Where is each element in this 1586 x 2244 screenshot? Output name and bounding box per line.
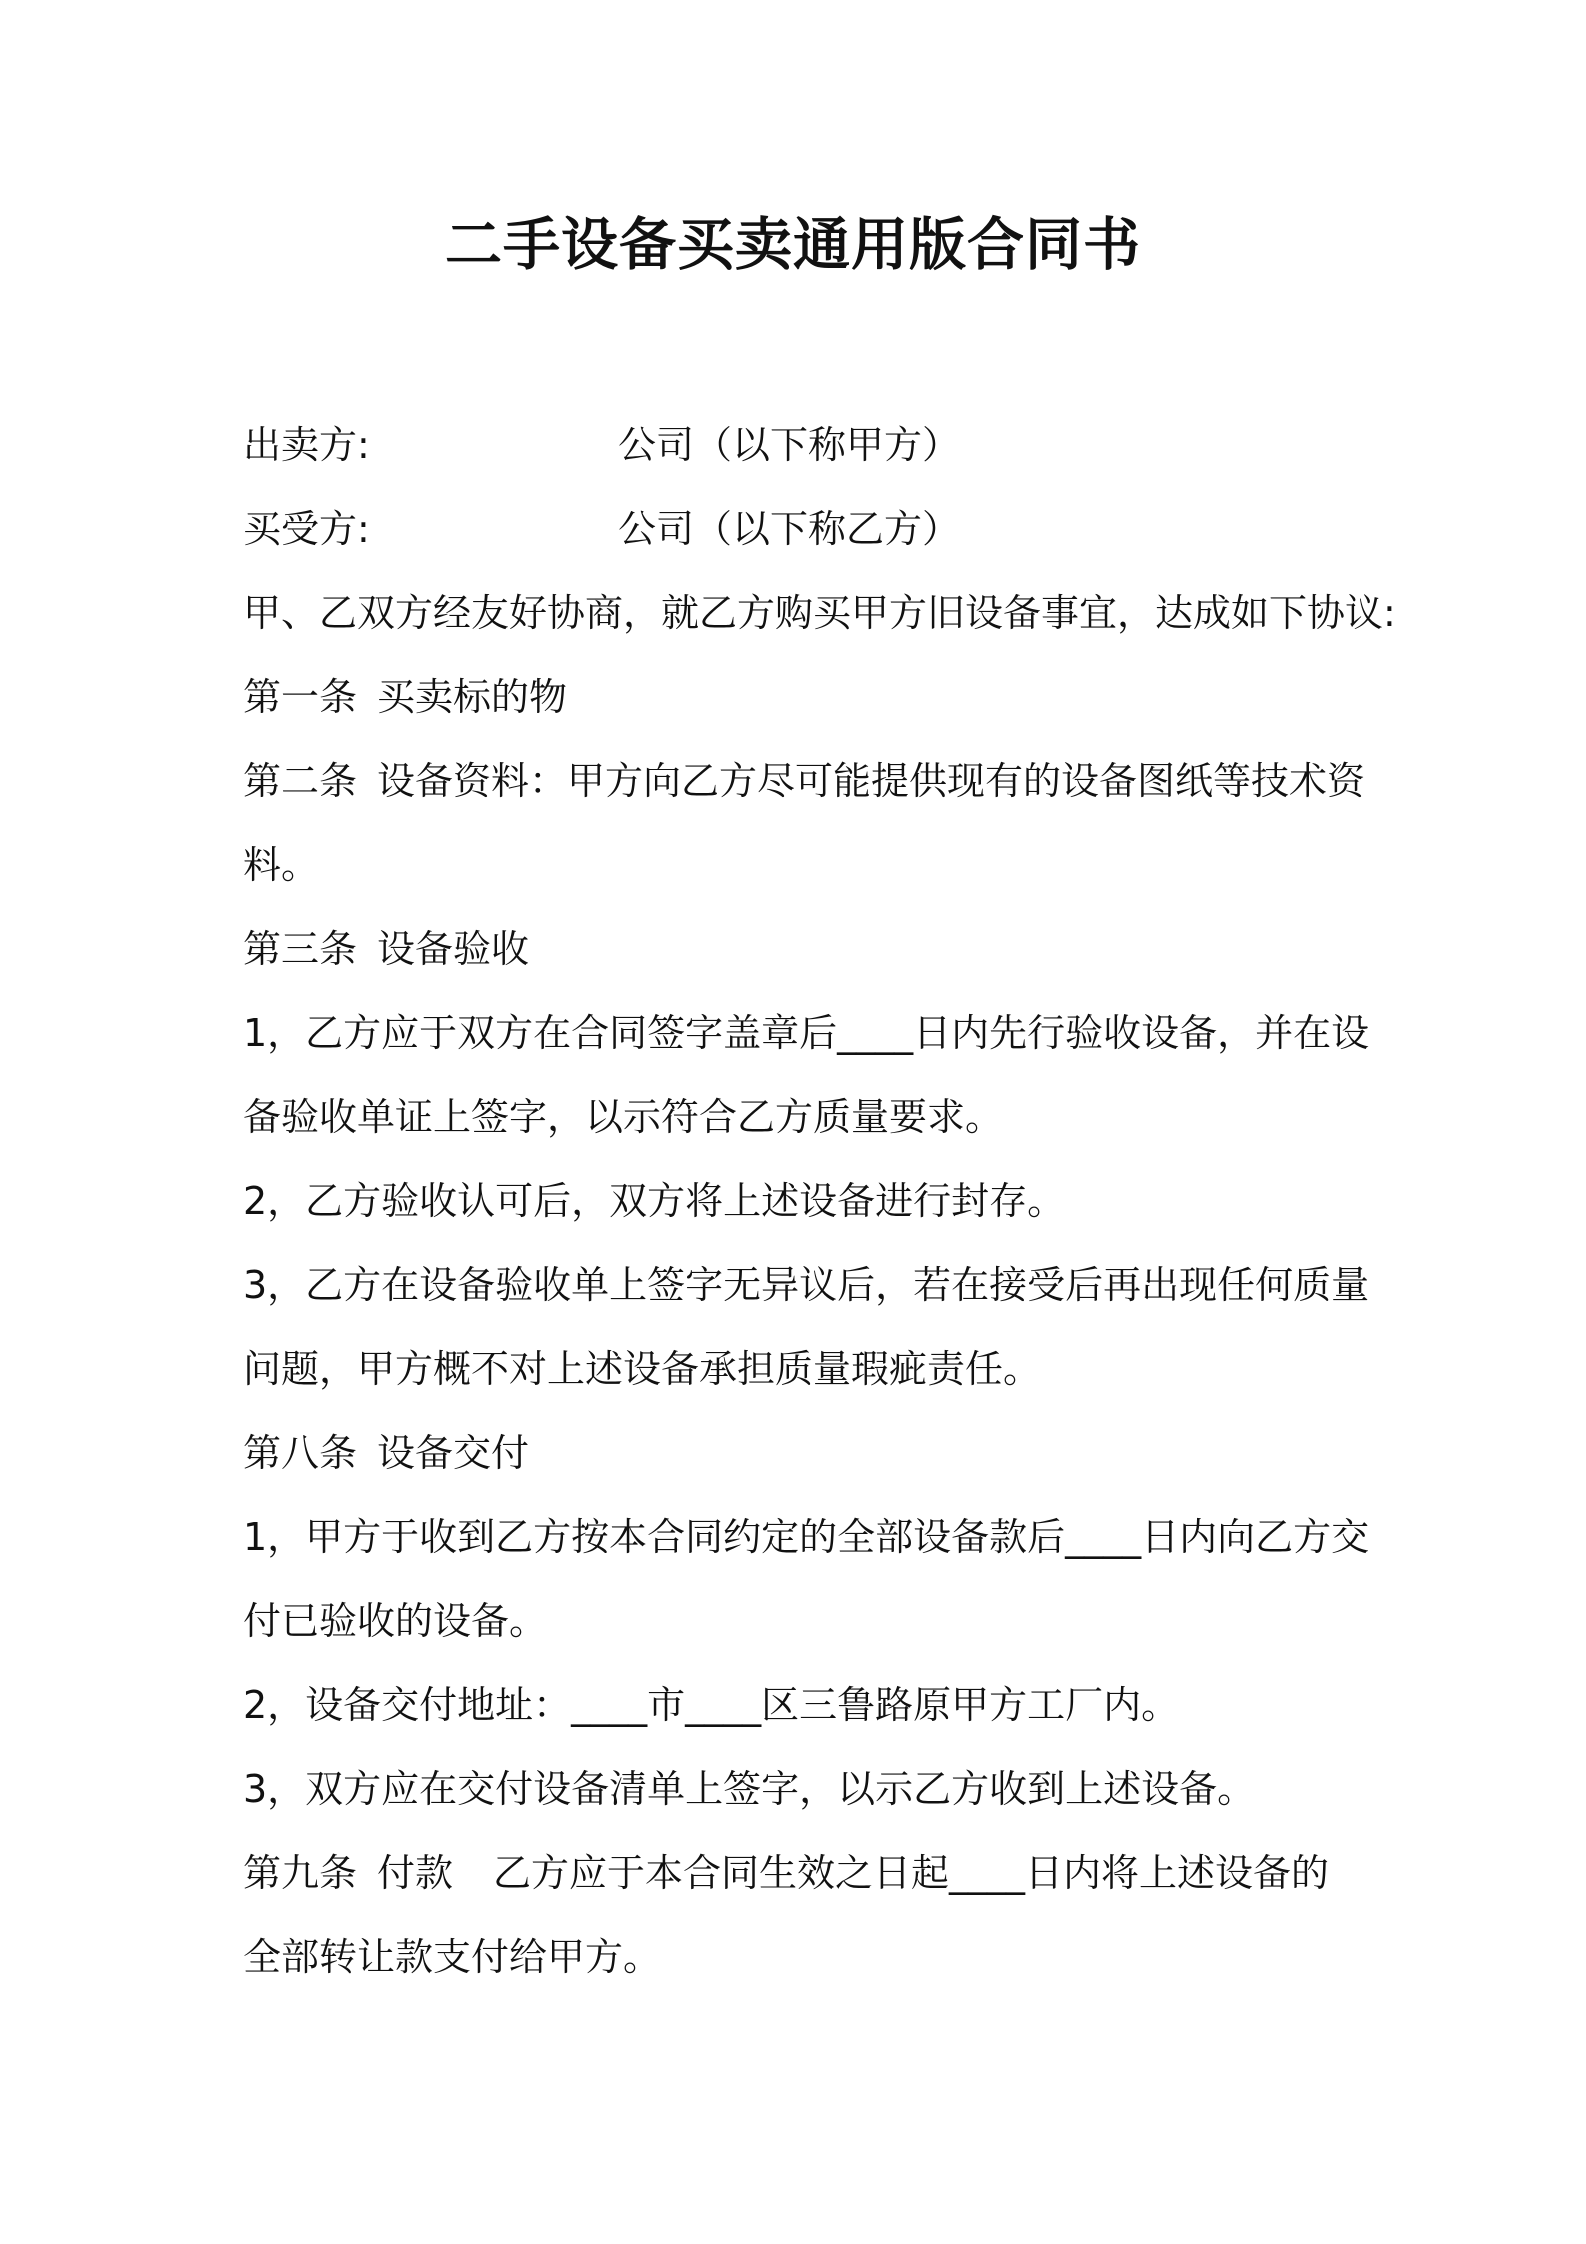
article-2-number: 第二条 (243, 759, 358, 803)
article-9-line-1 (243, 1831, 1355, 1915)
article-8-number: 第八条 (243, 1431, 358, 1475)
article-9-text: 乙方应于本合同生效之日起____日内将上述设备的 (493, 1851, 1330, 1895)
article-2-line-2: 料。 (243, 843, 320, 887)
article-9-title: 付款 (377, 1851, 454, 1895)
contract-body (243, 403, 1396, 1999)
article-3-item-3-line-2: 问题，甲方概不对上述设备承担质量瑕疵责任。 (243, 1347, 1042, 1391)
article-3-number: 第三条 (243, 927, 358, 971)
article-8-heading (243, 1411, 1355, 1495)
article-8-item-1-line-1: 1，甲方于收到乙方按本合同约定的全部设备款后____日内向乙方交 (243, 1515, 1370, 1559)
article-1-heading (243, 655, 1355, 739)
seller-name: 公司（以下称甲方） (618, 423, 961, 467)
article-8-item-2: 2，设备交付地址：____市____区三鲁路原甲方工厂内。 (243, 1683, 1180, 1727)
article-9-number: 第九条 (243, 1851, 358, 1895)
article-1-title: 买卖标的物 (377, 675, 568, 719)
article-3-item-1-line-2: 备验收单证上签字，以示符合乙方质量要求。 (243, 1095, 1004, 1139)
article-3-item-3-line-1: 3，乙方在设备验收单上签字无异议后，若在接受后再出现任何质量 (243, 1263, 1370, 1307)
article-3-item-2: 2，乙方验收认可后，双方将上述设备进行封存。 (243, 1179, 1066, 1223)
seller-line (243, 403, 1355, 487)
article-2-line-1 (243, 739, 1366, 823)
buyer-label: 买受方: (243, 507, 370, 551)
buyer-line (243, 487, 1355, 571)
article-3-item-1-line-1: 1，乙方应于双方在合同签字盖章后____日内先行验收设备，并在设 (243, 1011, 1370, 1055)
article-3-title: 设备验收 (377, 927, 530, 971)
article-8-item-1-line-2: 付已验收的设备。 (243, 1599, 548, 1643)
seller-label: 出卖方: (243, 423, 370, 467)
article-9-line-2: 全部转让款支付给甲方。 (243, 1935, 662, 1979)
article-8-item-3: 3，双方应在交付设备清单上签字，以示乙方收到上述设备。 (243, 1767, 1256, 1811)
intro-paragraph: 甲、乙双方经友好协商，就乙方购买甲方旧设备事宜，达成如下协议: (243, 591, 1396, 635)
document-title: 二手设备买卖通用版合同书 (445, 212, 1141, 278)
article-8-title: 设备交付 (377, 1431, 530, 1475)
article-3-heading (243, 907, 1355, 991)
article-1-number: 第一条 (243, 675, 358, 719)
buyer-name: 公司（以下称乙方） (618, 507, 961, 551)
article-2-text: 设备资料：甲方向乙方尽可能提供现有的设备图纸等技术资 (377, 759, 1366, 803)
